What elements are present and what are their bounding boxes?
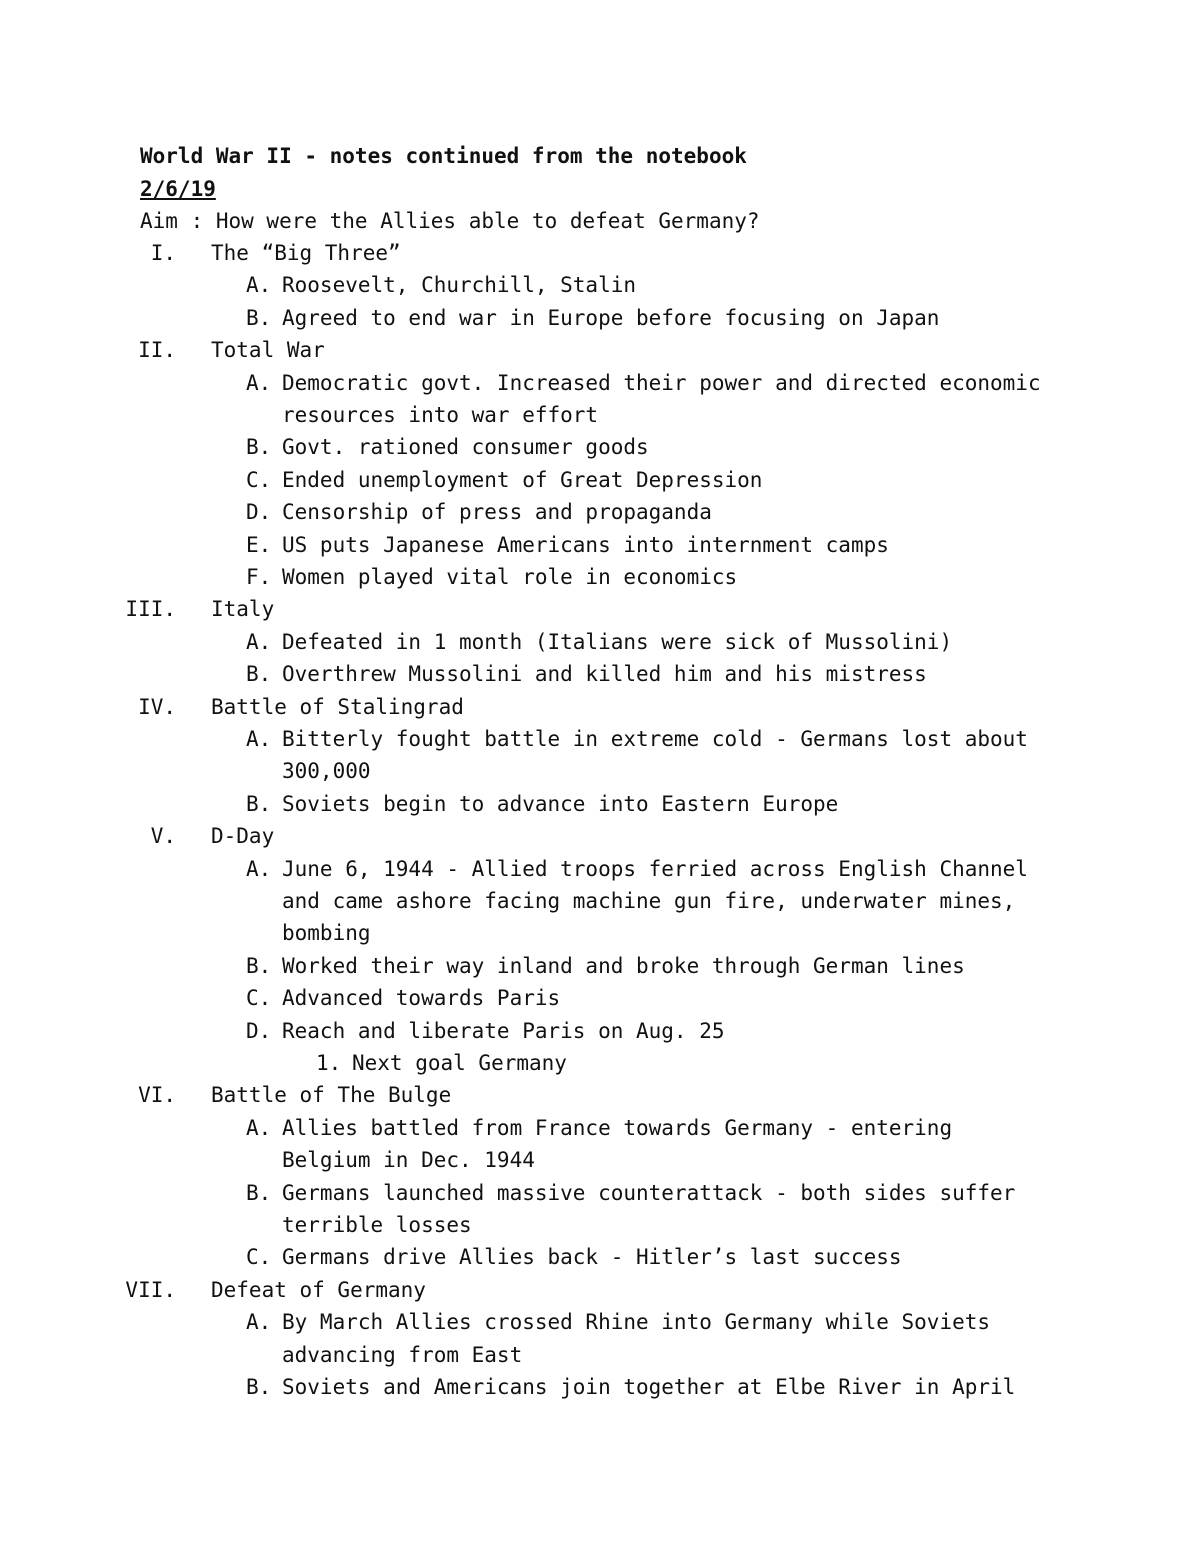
- item-marker: D.: [246, 500, 272, 525]
- item-marker: B.: [246, 305, 272, 330]
- item-text: bombing: [282, 921, 371, 946]
- item-text: and came ashore facing machine gun fire, underwater mines,: [282, 889, 1016, 913]
- item-marker: B.: [246, 662, 272, 687]
- item-marker: C.: [246, 467, 272, 492]
- item-marker: A.: [246, 727, 272, 751]
- section-numeral: V.: [150, 824, 176, 849]
- item-text: resources into war effort: [282, 403, 599, 427]
- item-text: Germans launched massive counterattack - both sides suffer: [282, 1180, 1016, 1205]
- section-heading: Italy: [211, 597, 275, 622]
- item-text: By March Allies crossed Rhine into Germany while Soviets: [282, 1310, 991, 1335]
- item-marker: A.: [246, 1115, 272, 1140]
- item-text: Soviets begin to advance into Eastern Europe: [282, 791, 839, 816]
- item-text: Govt. rationed consumer goods: [282, 435, 649, 460]
- item-marker: C.: [246, 986, 272, 1011]
- item-text: Worked their way inland and broke through German lines: [282, 953, 965, 978]
- item-text: Censorship of press and propaganda: [282, 500, 712, 525]
- item-text: Agreed to end war in Europe before focusing on Japan: [282, 305, 940, 330]
- item-text: Next goal Germany: [352, 1051, 567, 1075]
- item-marker: B.: [246, 435, 272, 460]
- section-numeral: I.: [150, 241, 176, 265]
- item-text: Reach and liberate Paris on Aug. 25: [282, 1018, 725, 1043]
- item-marker: A.: [246, 273, 272, 298]
- item-marker: B.: [246, 1180, 272, 1205]
- section-heading: Battle of The Bulge: [211, 1083, 452, 1108]
- item-text: terrible losses: [282, 1213, 472, 1237]
- section-numeral: VI.: [138, 1083, 176, 1108]
- item-marker: A.: [246, 1310, 272, 1335]
- item-marker: A.: [246, 629, 272, 654]
- sub-item-marker: 1.: [316, 1051, 342, 1075]
- section-heading: Defeat of Germany: [211, 1277, 426, 1302]
- item-text: Bitterly fought battle in extreme cold - Germans lost about: [282, 727, 1028, 751]
- item-marker: A.: [246, 856, 272, 881]
- document-title: World War II - notes continued from the notebook: [140, 144, 747, 168]
- section-heading: D-Day: [211, 824, 275, 849]
- section-numeral: IV.: [138, 694, 176, 719]
- item-text: Defeated in 1 month (Italians were sick of Mussolini): [282, 629, 953, 654]
- item-text: US puts Japanese Americans into internment camps: [282, 532, 889, 557]
- section-heading: Battle of Stalingrad: [211, 694, 464, 719]
- item-text: Belgium in Dec. 1944: [282, 1148, 535, 1173]
- item-text: advancing from East: [282, 1342, 523, 1367]
- item-text: June 6, 1944 - Allied troops ferried across English Channel: [282, 856, 1028, 881]
- section-numeral: II.: [138, 338, 176, 363]
- aim-statement: Aim : How were the Allies able to defeat Germany?: [140, 209, 760, 233]
- item-marker: B.: [246, 953, 272, 978]
- item-marker: B.: [246, 791, 272, 816]
- item-text: Overthrew Mussolini and killed him and his mistress: [282, 662, 927, 687]
- item-marker: E.: [246, 532, 272, 557]
- item-text: Allies battled from France towards Germany - entering: [282, 1115, 953, 1140]
- item-text: Roosevelt, Churchill, Stalin: [282, 273, 637, 298]
- item-marker: A.: [246, 370, 272, 395]
- section-numeral: VII.: [125, 1277, 176, 1302]
- section-heading: The “Big Three”: [211, 241, 401, 265]
- item-marker: C.: [246, 1245, 272, 1270]
- item-text: 300,000: [282, 759, 371, 784]
- item-text: Germans drive Allies back - Hitler’s last success: [282, 1245, 902, 1270]
- item-marker: F.: [246, 565, 272, 589]
- item-text: Women played vital role in economics: [282, 565, 738, 589]
- section-numeral: III.: [125, 597, 176, 622]
- section-heading: Total War: [211, 338, 325, 363]
- item-marker: D.: [246, 1018, 272, 1043]
- item-text: Soviets and Americans join together at Elbe River in April: [282, 1375, 1016, 1399]
- item-text: Democratic govt. Increased their power and directed economic: [282, 370, 1041, 395]
- document-date: 2/6/19: [140, 177, 216, 201]
- item-text: Ended unemployment of Great Depression: [282, 467, 763, 492]
- item-text: Advanced towards Paris: [282, 986, 561, 1011]
- item-marker: B.: [246, 1375, 272, 1399]
